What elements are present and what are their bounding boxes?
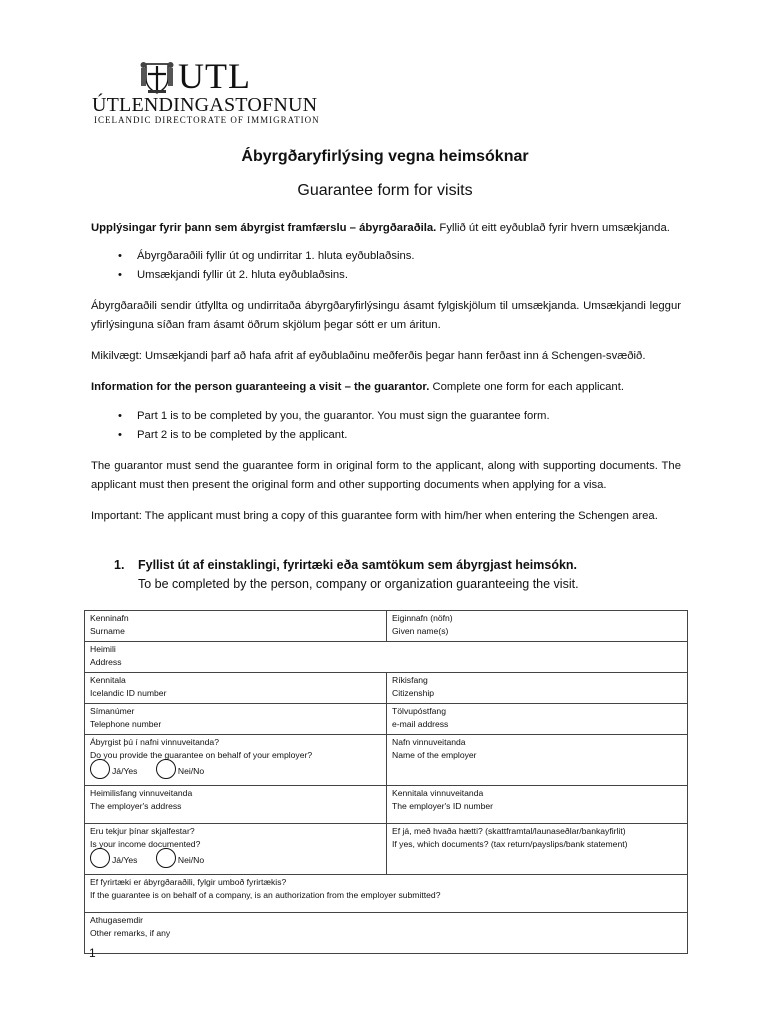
- id-number-field[interactable]: [85, 673, 387, 704]
- bullet-list-is: [118, 247, 415, 284]
- paragraph-is-2: Mikilvægt: Umsækjandi þarf að hafa afrit af eyðublaðinu meðferðis þegar hann ferðast inn á Schengen-svæðið.: [91, 350, 646, 362]
- field-label: Given name(s): [392, 626, 449, 636]
- field-label: The employer's ID number: [392, 801, 493, 811]
- address-field[interactable]: [85, 642, 688, 673]
- income-yes-radio[interactable]: [90, 848, 110, 868]
- telephone-field[interactable]: [85, 704, 387, 735]
- paragraph-en-1: The guarantor must send the guarantee form in original form to the applicant, along with supporting documents. The applicant must then present the original form and other supporting documents when applying for a visa.: [91, 460, 681, 491]
- field-label: Ef fyrirtæki er ábyrgðaraðili, fylgir umboð fyrirtækis?: [90, 877, 287, 887]
- field-label: Símanúmer: [90, 706, 135, 716]
- logo-text: UTL: [178, 56, 251, 96]
- field-label: Ríkisfang: [392, 675, 428, 685]
- page-title-is: Ábyrgðaryfirlýsing vegna heimsóknar: [241, 148, 529, 165]
- field-label: Kenninafn: [90, 613, 129, 623]
- company-authorization-field[interactable]: [85, 875, 688, 913]
- field-label: Eiginnafn (nöfn): [392, 613, 453, 623]
- field-label: e-mail address: [392, 719, 449, 729]
- bullet-list-en: [118, 407, 550, 444]
- field-label: Nafn vinnuveitanda: [392, 737, 466, 747]
- field-label: Heimilisfang vinnuveitanda: [90, 788, 193, 798]
- list-item: • Umsækjandi fyllir út 2. hluta eyðublaðsins.: [118, 266, 415, 285]
- surname-field[interactable]: [85, 611, 387, 642]
- field-label: Heimili: [90, 644, 116, 654]
- intro-is-bold: Upplýsingar fyrir þann sem ábyrgist framfærslu – ábyrgðaraðila.: [91, 222, 437, 234]
- field-label: Icelandic ID number: [90, 688, 167, 698]
- field-label: Citizenship: [392, 688, 435, 698]
- agency-logo: [92, 56, 332, 126]
- field-label: Kennitala vinnuveitanda: [392, 788, 484, 798]
- agency-name: ÚTLENDINGASTOFNUN: [92, 94, 318, 116]
- employer-no-radio[interactable]: [156, 759, 176, 779]
- coat-of-arms-icon: [140, 58, 174, 94]
- field-label: Athugasemdir: [90, 915, 144, 925]
- field-label: Tölvupóstfang: [392, 706, 446, 716]
- field-label: If the guarantee is on behalf of a company, is an authorization from the employer submitted?: [90, 890, 441, 900]
- field-label: The employer's address: [90, 801, 182, 811]
- paragraph-en-2: Important: The applicant must bring a copy of this guarantee form with him/her when entering the Schengen area.: [91, 510, 658, 522]
- no-label: Nei/No: [177, 855, 205, 866]
- employer-name-field[interactable]: [387, 735, 688, 786]
- no-label: Nei/No: [177, 766, 205, 777]
- intro-is: [91, 219, 681, 238]
- section-heading-is: Fyllist út af einstaklingi, fyrirtæki eða samtökum sem ábyrgjast heimsókn.: [138, 558, 578, 572]
- yes-label: Já/Yes: [112, 855, 138, 866]
- field-label: If yes, which documents? (tax return/payslips/bank statement): [392, 839, 628, 849]
- page-title-en: Guarantee form for visits: [297, 182, 473, 199]
- citizenship-field[interactable]: [387, 673, 688, 704]
- employer-id-field[interactable]: [387, 786, 688, 824]
- employer-guarantee-field: [85, 735, 387, 786]
- field-label: Eru tekjur þínar skjalfestar?: [90, 826, 195, 836]
- income-no-radio[interactable]: [156, 848, 176, 868]
- list-item: • Part 2 is to be completed by the applicant.: [118, 426, 550, 445]
- email-field[interactable]: [387, 704, 688, 735]
- section-heading-en: To be completed by the person, company or organization guaranteeing the visit.: [138, 577, 579, 591]
- agency-name-en: ICELANDIC DIRECTORATE OF IMMIGRATION: [94, 115, 320, 125]
- list-item: • Part 1 is to be completed by you, the guarantor. You must sign the guarantee form.: [118, 407, 550, 426]
- field-label: Ábyrgist þú í nafni vinnuveitanda?: [90, 737, 219, 747]
- employer-address-field[interactable]: [85, 786, 387, 824]
- field-label: Address: [90, 657, 122, 667]
- page-number: 1: [89, 946, 96, 960]
- income-documents-field[interactable]: [387, 824, 688, 875]
- guarantor-form-table: [84, 610, 688, 954]
- remarks-field[interactable]: [85, 913, 688, 954]
- field-label: Surname: [90, 626, 125, 636]
- intro-en-bold: Information for the person guaranteeing a visit – the guarantor.: [91, 381, 430, 393]
- yes-label: Já/Yes: [112, 766, 138, 777]
- field-label: Is your income documented?: [90, 839, 201, 849]
- field-label: Ef já, með hvaða hætti? (skattframtal/launaseðlar/bankayfirlit): [392, 826, 626, 836]
- section-heading: [114, 558, 577, 572]
- field-label: Telephone number: [90, 719, 162, 729]
- intro-en-text: Complete one form for each applicant.: [429, 381, 624, 393]
- intro-is-text: Fyllið út eitt eyðublað fyrir hvern umsækjanda.: [436, 222, 670, 234]
- paragraph-is-1: Ábyrgðaraðili sendir útfyllta og undirritaða ábyrgðaryfirlýsingu ásamt fylgiskjölum til umsækjanda. Umsækjandi leggur yfirlýsinguna síðan fram ásamt öðrum skjölum þegar sótt er um áritun.: [91, 300, 681, 331]
- intro-en: [91, 378, 681, 397]
- section-number: 1.: [114, 558, 125, 572]
- field-label: Do you provide the guarantee on behalf of your employer?: [90, 750, 313, 760]
- income-documented-field: [85, 824, 387, 875]
- field-label: Kennitala: [90, 675, 126, 685]
- given-name-field[interactable]: [387, 611, 688, 642]
- field-label: Other remarks, if any: [90, 928, 171, 938]
- employer-yes-radio[interactable]: [90, 759, 110, 779]
- list-item: • Ábyrgðaraðili fyllir út og undirritar 1. hluta eyðublaðsins.: [118, 247, 415, 266]
- field-label: Name of the employer: [392, 750, 477, 760]
